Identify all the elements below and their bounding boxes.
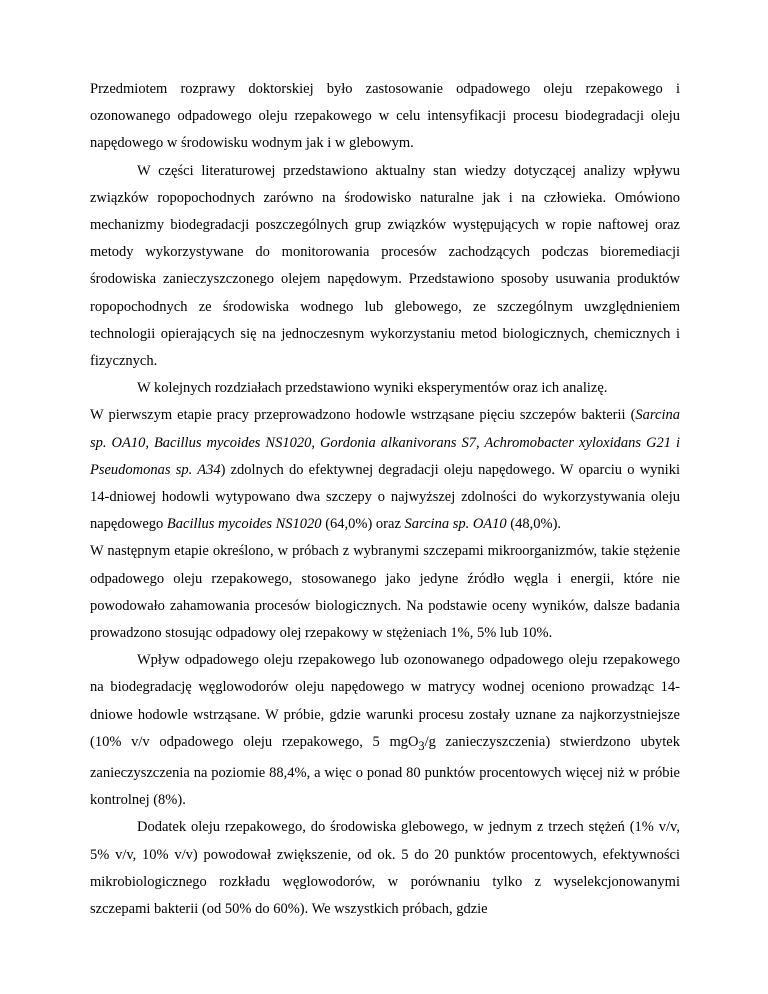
paragraph-6: [90, 647, 680, 814]
paragraph-1: Przedmiotem rozprawy doktorskiej było zastosowanie odpadowego oleju rzepakowego i ozonowanego odpadowego oleju rzepakowego w celu intensyfikacji procesu biodegradacji oleju napędowego w środowisku wodnym jak i w glebowym.: [90, 81, 680, 152]
p4-text-1: W pierwszym etapie pracy przeprowadzono hodowle wstrząsane pięciu szczepów bakterii (: [90, 407, 636, 424]
document-page: [90, 76, 680, 923]
p4-strain-bacillus: Bacillus mycoides NS1020: [166, 516, 322, 533]
paragraph-7: Dodatek oleju rzepakowego, do środowiska glebowego, w jednym z trzech stężeń (1% v/v, 5% v/v, 10% v/v) powodował zwiększenie, od ok. 5 do 20 punktów procentowych, efektywności mikrobiologicznego rozkładu węglowodorów, w porównaniu tylko z wyselekcjonowanymi szczepami bakterii (od 50% do 60%). We wszystkich próbach, gdzie: [90, 819, 680, 917]
paragraph-5: W następnym etapie określono, w próbach z wybranymi szczepami mikroorganizmów, takie stężenie odpadowego oleju rzepakowego, stosowanego jako jedyne źródło węgla i energii, które nie powodowało zahamowania procesów biologicznych. Na podstawie oceny wyników, dalsze badania prowadzono stosując odpadowy olej rzepakowy w stężeniach 1%, 5% lub 10%.: [90, 543, 680, 642]
paragraph-4: [90, 402, 680, 538]
p4-strain-sarcina: Sarcina sp. OA10: [404, 516, 507, 533]
p4-text-4: (48,0%).: [506, 516, 562, 533]
p6-text-2: /g zanieczyszczenia) stwierdzono ubytek zanieczyszczenia na poziomie 88,4%, a więc o ponad 80 punktów procentowych więcej niż w próbie kontrolnej (8%).: [90, 733, 680, 809]
paragraph-3: W kolejnych rozdziałach przedstawiono wyniki eksperymentów oraz ich analizę.: [137, 380, 608, 397]
p6-subscript: 3: [418, 738, 425, 753]
p4-text-2: ) zdolnych do efektywnej degradacji oleju napędowego. W oparciu o wyniki 14-dniowej hodowli wytypowano dwa szczepy o najwyższej zdolności do wykorzystywania oleju napędowego: [90, 461, 680, 533]
p6-text-1: Wpływ odpadowego oleju rzepakowego lub ozonowanego odpadowego oleju rzepakowego na biodegradację węglowodorów oleju napędowego w matrycy wodnej oceniono prowadząc 14-dniowe hodowle wstrząsane. W próbie, gdzie warunki procesu zostały uznane za najkorzystniejsze (10% v/v odpadowego oleju rzepakowego, 5 mgO: [90, 652, 680, 750]
p4-strain-list: Sarcina sp. OA10, Bacillus mycoides NS1020, Gordonia alkanivorans S7, Achromobacter xyloxidans G21 i Pseudomonas sp. A34: [90, 407, 680, 478]
paragraph-2: W części literaturowej przedstawiono aktualny stan wiedzy dotyczącej analizy wpływu związków ropopochodnych zarówno na środowisko naturalne jak i na człowieka. Omówiono mechanizmy biodegradacji poszczególnych grup związków występujących w ropie naftowej oraz metody wykorzystywane do monitorowania procesów zachodzących podczas bioremediacji środowiska zanieczyszczonego olejem napędowym. Przedstawiono sposoby usuwania produktów ropopochodnych ze środowiska wodnego lub glebowego, ze szczególnym uwzględnieniem technologii opierających się na jednoczesnym wykorzystaniu metod biologicznych, chemicznych i fizycznych.: [90, 162, 680, 370]
p4-text-3: (64,0%) oraz: [321, 516, 405, 533]
